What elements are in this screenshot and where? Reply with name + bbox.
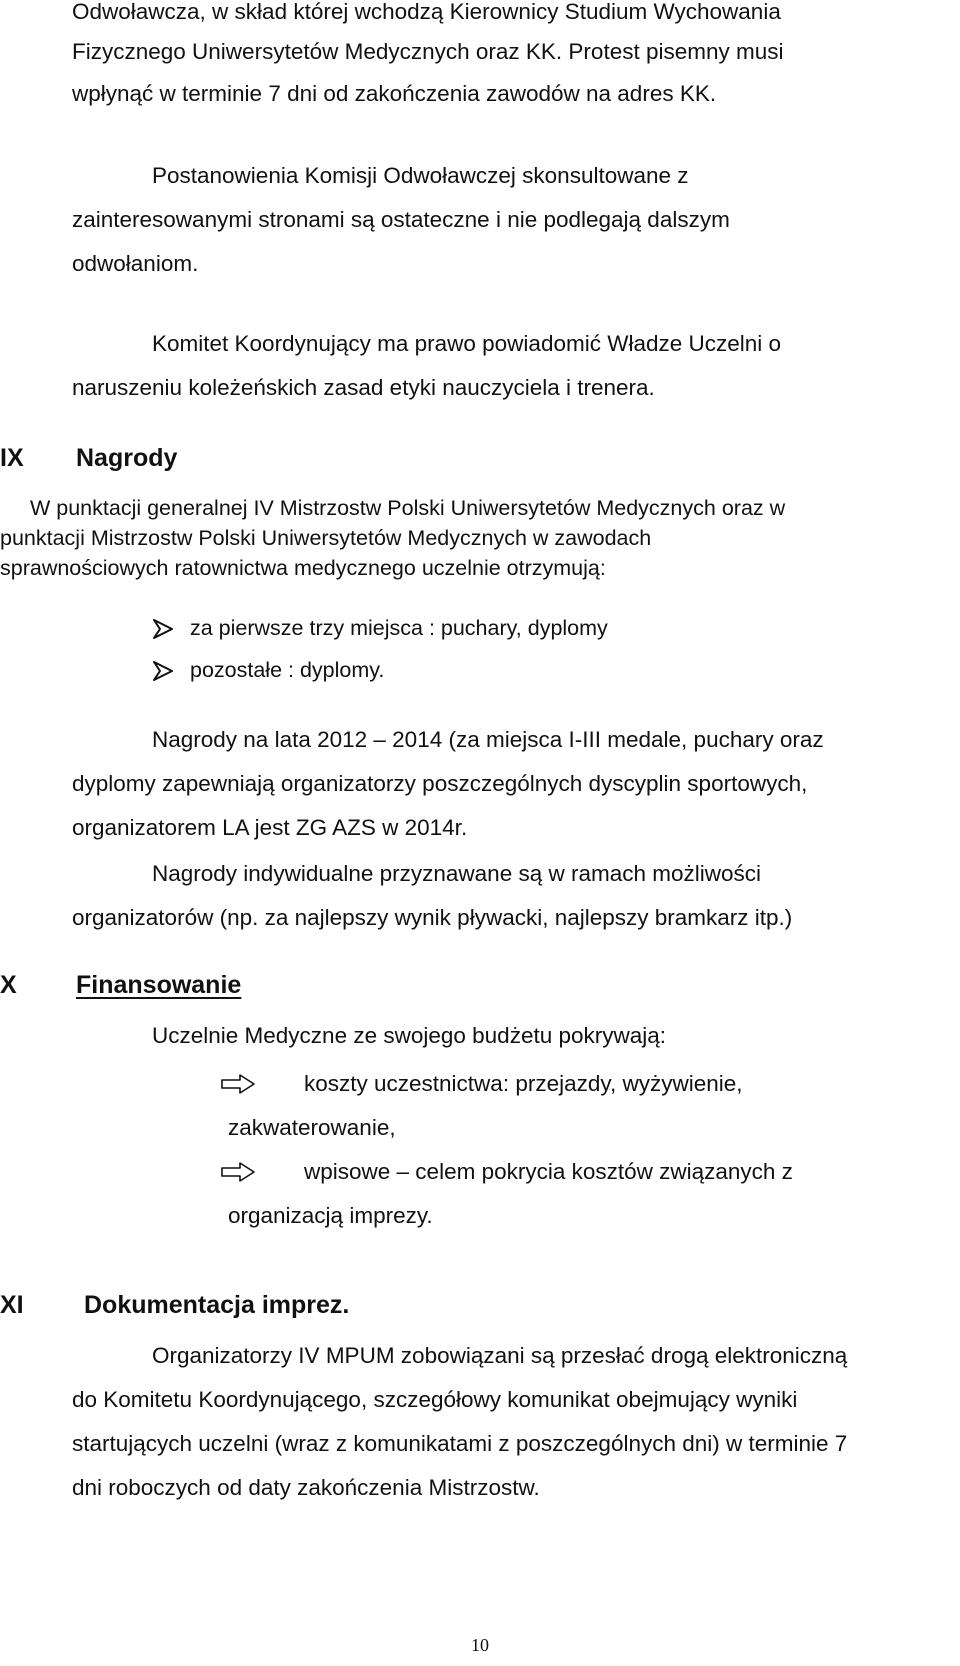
list-item-text: pozostałe : dyplomy. bbox=[190, 658, 385, 682]
paragraph-line: organizatorów (np. za najlepszy wynik pływacki, najlepszy bramkarz itp.) bbox=[72, 905, 793, 930]
section-title: Nagrody bbox=[76, 444, 178, 472]
paragraph-line: dni roboczych od daty zakończenia Mistrzostw. bbox=[72, 1475, 540, 1500]
paragraph-line: sprawnościowych ratownictwa medycznego uczelnie otrzymują: bbox=[0, 556, 606, 580]
paragraph-line: do Komitetu Koordynującego, szczegółowy komunikat obejmujący wyniki bbox=[72, 1387, 798, 1412]
paragraph-line: Nagrody na lata 2012 – 2014 (za miejsca I-III medale, puchary oraz bbox=[152, 727, 824, 752]
outline-arrow-icon bbox=[220, 1074, 256, 1094]
section-title: Dokumentacja imprez. bbox=[84, 1291, 350, 1319]
section-title: Finansowanie bbox=[76, 971, 242, 999]
list-item-text: wpisowe – celem pokrycia kosztów związanych z bbox=[304, 1159, 793, 1184]
list-item-text: zakwaterowanie, bbox=[228, 1115, 396, 1140]
paragraph-line: Uczelnie Medyczne ze swojego budżetu pokrywają: bbox=[152, 1023, 667, 1048]
paragraph-line: organizatorem LA jest ZG AZS w 2014r. bbox=[72, 815, 468, 840]
paragraph-line: Komitet Koordynujący ma prawo powiadomić Władze Uczelni o bbox=[152, 331, 782, 356]
list-item-text: za pierwsze trzy miejsca : puchary, dyplomy bbox=[190, 616, 608, 640]
paragraph-line: W punktacji generalnej IV Mistrzostw Polski Uniwersytetów Medycznych oraz w bbox=[30, 496, 786, 520]
paragraph-line: naruszeniu koleżeńskich zasad etyki nauczyciela i trenera. bbox=[72, 375, 655, 400]
page-number: 10 bbox=[471, 1635, 489, 1655]
list-item-text: organizacją imprezy. bbox=[228, 1203, 433, 1228]
paragraph-line: Postanowienia Komisji Odwoławczej skonsultowane z bbox=[152, 163, 689, 188]
list-item-text: koszty uczestnictwa: przejazdy, wyżywienie, bbox=[304, 1071, 743, 1096]
paragraph-line: Organizatorzy IV MPUM zobowiązani są przesłać drogą elektroniczną bbox=[152, 1343, 848, 1368]
arrowhead-bullet-icon bbox=[152, 660, 174, 682]
intro-line: wpłynąć w terminie 7 dni od zakończenia zawodów na adres KK. bbox=[72, 81, 717, 106]
paragraph-line: odwołaniom. bbox=[72, 251, 199, 276]
paragraph-line: dyplomy zapewniają organizatorzy poszczególnych dyscyplin sportowych, bbox=[72, 771, 808, 796]
paragraph-line: punktacji Mistrzostw Polski Uniwersytetów Medycznych w zawodach bbox=[0, 526, 652, 550]
outline-arrow-icon bbox=[220, 1162, 256, 1182]
section-number: IX bbox=[0, 444, 24, 472]
section-number: X bbox=[0, 971, 17, 999]
paragraph-line: Nagrody indywidualne przyznawane są w ramach możliwości bbox=[152, 861, 762, 886]
section-number: XI bbox=[0, 1291, 24, 1319]
paragraph-line: zainteresowanymi stronami są ostateczne i nie podlegają dalszym bbox=[72, 207, 730, 232]
arrowhead-bullet-icon bbox=[152, 618, 174, 640]
paragraph-line: startujących uczelni (wraz z komunikatami z poszczególnych dni) w terminie 7 bbox=[72, 1431, 848, 1456]
intro-line: Odwoławcza, w skład której wchodzą Kierownicy Studium Wychowania bbox=[72, 0, 781, 24]
intro-line: Fizycznego Uniwersytetów Medycznych oraz KK. Protest pisemny musi bbox=[72, 39, 784, 64]
